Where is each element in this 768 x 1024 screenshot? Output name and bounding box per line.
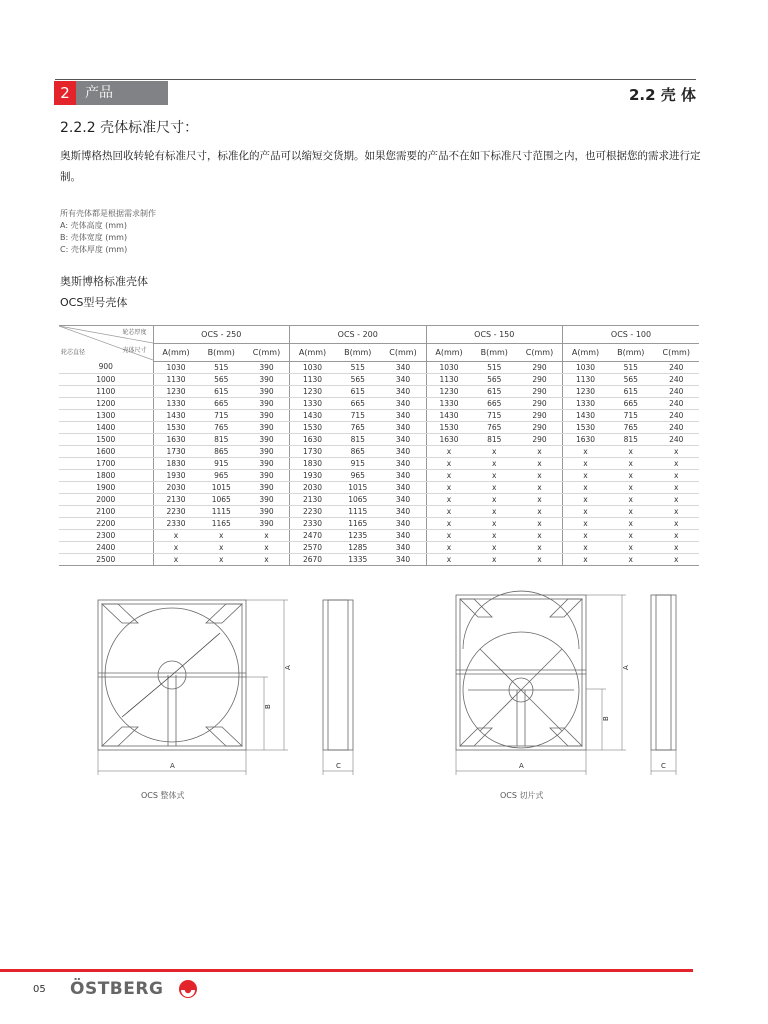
column-header: A(mm) [426, 344, 472, 362]
table-cell: x [517, 482, 563, 494]
table-cell: 1230 [153, 386, 199, 398]
table-cell: 1115 [199, 506, 245, 518]
table-cell: x [563, 554, 609, 566]
drawing-ocs-segmented-side [651, 595, 676, 775]
wheel-diameter-cell: 2100 [59, 506, 153, 518]
column-header: B(mm) [199, 344, 245, 362]
casing-size-table [59, 325, 699, 566]
table-cell: x [244, 542, 290, 554]
table-cell: x [426, 530, 472, 542]
table-cell: 340 [381, 494, 427, 506]
table-cell: 290 [517, 362, 563, 374]
table-cell: x [517, 554, 563, 566]
table-cell: x [608, 470, 654, 482]
table-cell: 1330 [153, 398, 199, 410]
brand-wordmark: ÖSTBERG [70, 979, 164, 999]
table-cell: x [426, 542, 472, 554]
table-cell: x [654, 530, 700, 542]
table-cell: 2030 [290, 482, 336, 494]
table-row [59, 554, 699, 566]
table-cell: 240 [654, 422, 700, 434]
dim-label-a-height: A [284, 665, 292, 670]
table-cell: x [608, 506, 654, 518]
table-cell: 2570 [290, 542, 336, 554]
table-body [59, 362, 699, 566]
table-cell: 340 [381, 518, 427, 530]
table-cell: x [472, 494, 518, 506]
table-cell: 1230 [290, 386, 336, 398]
table-cell: 1530 [563, 422, 609, 434]
table-cell: 390 [244, 458, 290, 470]
dim-label-b-2: B [602, 716, 610, 721]
table-cell: 290 [517, 422, 563, 434]
table-corner-cell [59, 326, 153, 362]
column-header: B(mm) [335, 344, 381, 362]
table-cell: x [608, 494, 654, 506]
note-line: 所有壳体都是根据需求制作 [60, 209, 156, 218]
table-cell: 665 [608, 398, 654, 410]
table-cell: x [472, 542, 518, 554]
table-row [59, 482, 699, 494]
table-cell: 390 [244, 386, 290, 398]
table-cell: x [517, 542, 563, 554]
table-cell: 615 [472, 386, 518, 398]
table-row [59, 410, 699, 422]
table-cell: x [472, 482, 518, 494]
table-cell: x [563, 482, 609, 494]
group-header: OCS - 200 [290, 326, 427, 344]
table-cell: x [426, 458, 472, 470]
table-cell: x [426, 482, 472, 494]
table-cell: 340 [381, 470, 427, 482]
table-cell: 2330 [290, 518, 336, 530]
table-cell: x [472, 554, 518, 566]
table-cell: x [517, 506, 563, 518]
table-cell: 340 [381, 434, 427, 446]
ostberg-logo-icon [178, 979, 198, 999]
dim-label-a-2: A [519, 762, 524, 770]
table-cell: x [426, 506, 472, 518]
wheel-diameter-cell: 2000 [59, 494, 153, 506]
column-header: B(mm) [472, 344, 518, 362]
table-cell: x [608, 542, 654, 554]
table-cell: 1235 [335, 530, 381, 542]
table-cell: 1930 [290, 470, 336, 482]
table-cell: 765 [335, 422, 381, 434]
table-cell: x [426, 446, 472, 458]
table-cell: x [426, 494, 472, 506]
table-cell: 915 [335, 458, 381, 470]
table-cell: x [654, 542, 700, 554]
table-cell: x [563, 470, 609, 482]
table-cell: x [426, 518, 472, 530]
table-row [59, 434, 699, 446]
table-cell: x [563, 446, 609, 458]
wheel-diameter-cell: 1600 [59, 446, 153, 458]
header-rule [55, 79, 696, 80]
table-row [59, 530, 699, 542]
table-cell: 1430 [563, 410, 609, 422]
footer-rule [0, 969, 693, 972]
table-cell: 390 [244, 494, 290, 506]
dim-label-b: B [264, 704, 272, 709]
table-cell: 665 [472, 398, 518, 410]
table-cell: x [472, 506, 518, 518]
wheel-diameter-cell: 2400 [59, 542, 153, 554]
table-cell: 2130 [153, 494, 199, 506]
column-header: C(mm) [381, 344, 427, 362]
table-cell: 1030 [153, 362, 199, 374]
wheel-diameter-cell: 1300 [59, 410, 153, 422]
table-cell: 340 [381, 554, 427, 566]
table-cell: 340 [381, 362, 427, 374]
table-cell: 240 [654, 362, 700, 374]
table-cell: 1430 [290, 410, 336, 422]
table-cell: 2230 [153, 506, 199, 518]
table-cell: x [517, 518, 563, 530]
table-cell: x [563, 458, 609, 470]
table-cell: 515 [472, 362, 518, 374]
note-line: A: 壳体高度 (mm) [60, 221, 127, 230]
corner-label-thickness: 轮芯厚度 [122, 329, 147, 336]
table-cell: 715 [199, 410, 245, 422]
table-cell: x [654, 482, 700, 494]
table-cell: 1130 [153, 374, 199, 386]
table-row [59, 458, 699, 470]
table-cell: x [654, 494, 700, 506]
table-cell: 1065 [335, 494, 381, 506]
table-row [59, 542, 699, 554]
section-title: 产品 [85, 85, 113, 101]
table-cell: 1930 [153, 470, 199, 482]
table-cell: 1030 [290, 362, 336, 374]
table-cell: 1730 [290, 446, 336, 458]
dim-label-c: C [336, 762, 341, 770]
table-cell: x [517, 458, 563, 470]
table-cell: 1115 [335, 506, 381, 518]
table-cell: 1130 [426, 374, 472, 386]
column-header: B(mm) [608, 344, 654, 362]
note-line: B: 壳体宽度 (mm) [60, 233, 128, 242]
table-cell: x [563, 542, 609, 554]
table-cell: 290 [517, 398, 563, 410]
table-cell: 865 [199, 446, 245, 458]
table-cell: 240 [654, 410, 700, 422]
table-cell: x [563, 530, 609, 542]
table-cell: 1015 [199, 482, 245, 494]
table-cell: 1530 [290, 422, 336, 434]
table-row [59, 494, 699, 506]
table-cell: 290 [517, 374, 563, 386]
table-cell: 1335 [335, 554, 381, 566]
table-cell: 390 [244, 422, 290, 434]
table-cell: 1430 [426, 410, 472, 422]
drawing-caption-monolithic: OCS 整体式 [141, 791, 185, 800]
drawing-ocs-side [323, 600, 353, 775]
table-cell: x [153, 554, 199, 566]
table-cell: 390 [244, 398, 290, 410]
table-cell: 815 [335, 434, 381, 446]
table-cell: 1165 [199, 518, 245, 530]
wheel-diameter-cell: 1700 [59, 458, 153, 470]
table-cell: 340 [381, 386, 427, 398]
table-cell: x [517, 494, 563, 506]
page-number: 05 [33, 984, 46, 995]
table-cell: 615 [608, 386, 654, 398]
table-cell: 340 [381, 458, 427, 470]
wheel-diameter-cell: 900 [59, 362, 153, 374]
wheel-diameter-cell: 2500 [59, 554, 153, 566]
drawing-ocs-front [98, 600, 288, 775]
wheel-diameter-cell: 1900 [59, 482, 153, 494]
table-cell: 390 [244, 362, 290, 374]
table-cell: 2230 [290, 506, 336, 518]
dim-label-a-height-2: A [622, 665, 630, 670]
subsection-title: 2.2.2 壳体标准尺寸： [60, 120, 199, 136]
corner-label-diameter: 轮芯直径 [61, 349, 86, 356]
table-cell: 765 [608, 422, 654, 434]
table-cell: 390 [244, 374, 290, 386]
group-header: OCS - 150 [426, 326, 563, 344]
table-cell: x [654, 518, 700, 530]
wheel-diameter-cell: 1100 [59, 386, 153, 398]
table-cell: x [472, 530, 518, 542]
table-cell: 1330 [290, 398, 336, 410]
table-cell: 340 [381, 446, 427, 458]
table-cell: x [654, 446, 700, 458]
table-cell: 615 [199, 386, 245, 398]
table-cell: x [472, 470, 518, 482]
table-cell: 340 [381, 398, 427, 410]
table-cell: x [472, 518, 518, 530]
table-cell: x [517, 446, 563, 458]
table-cell: 915 [199, 458, 245, 470]
table-cell: 1030 [563, 362, 609, 374]
table-row [59, 506, 699, 518]
table-cell: 390 [244, 410, 290, 422]
table-cell: 865 [335, 446, 381, 458]
table-cell: 1630 [290, 434, 336, 446]
table-cell: 715 [335, 410, 381, 422]
table-cell: x [608, 458, 654, 470]
table-cell: 665 [199, 398, 245, 410]
table-cell: 390 [244, 434, 290, 446]
table-cell: 965 [199, 470, 245, 482]
table-cell: 390 [244, 518, 290, 530]
table-cell: 340 [381, 374, 427, 386]
drawing-caption-segmented: OCS 切片式 [500, 791, 544, 800]
ocs-casing-title: OCS型号壳体 [60, 296, 128, 309]
table-cell: 1530 [426, 422, 472, 434]
table-cell: 1730 [153, 446, 199, 458]
note-line: C: 壳体厚度 (mm) [60, 245, 128, 254]
wheel-diameter-cell: 2300 [59, 530, 153, 542]
table-cell: 240 [654, 386, 700, 398]
table-cell: 240 [654, 374, 700, 386]
column-header: A(mm) [290, 344, 336, 362]
table-cell: 815 [199, 434, 245, 446]
column-header: C(mm) [517, 344, 563, 362]
intro-paragraph: 奥斯博格热回收转轮有标准尺寸，标准化的产品可以缩短交货期。如果您需要的产品不在如下标准尺寸范围之内，也可根据您的需求进行定制。 [60, 150, 701, 183]
table-cell: x [654, 470, 700, 482]
drawing-ocs-segmented-front [456, 591, 626, 775]
table-cell: x [199, 530, 245, 542]
column-header: A(mm) [563, 344, 609, 362]
table-cell: 615 [335, 386, 381, 398]
table-cell: x [517, 470, 563, 482]
table-cell: 965 [335, 470, 381, 482]
table-row [59, 362, 699, 374]
table-cell: 1830 [290, 458, 336, 470]
corner-label-size: 壳体尺寸 [122, 347, 147, 354]
table-cell: 1065 [199, 494, 245, 506]
table-cell: 240 [654, 434, 700, 446]
table-cell: x [244, 554, 290, 566]
table-cell: 1230 [426, 386, 472, 398]
table-row [59, 374, 699, 386]
table-cell: 665 [335, 398, 381, 410]
table-cell: 1285 [335, 542, 381, 554]
table-cell: 390 [244, 506, 290, 518]
table-cell: 1130 [563, 374, 609, 386]
table-cell: 2130 [290, 494, 336, 506]
table-cell: 765 [199, 422, 245, 434]
casing-drawings [60, 585, 700, 785]
dimension-notes [60, 208, 156, 256]
table-cell: 340 [381, 530, 427, 542]
table-cell: 290 [517, 410, 563, 422]
table-row [59, 470, 699, 482]
chapter-title: 2.2 壳 体 [628, 86, 696, 104]
table-cell: 390 [244, 470, 290, 482]
wheel-diameter-cell: 1800 [59, 470, 153, 482]
table-cell: 1130 [290, 374, 336, 386]
wheel-diameter-cell: 1200 [59, 398, 153, 410]
table-cell: 1030 [426, 362, 472, 374]
table-cell: 565 [335, 374, 381, 386]
table-cell: 1330 [426, 398, 472, 410]
column-header: C(mm) [654, 344, 700, 362]
table-cell: 565 [608, 374, 654, 386]
table-cell: x [517, 530, 563, 542]
column-header: A(mm) [153, 344, 199, 362]
table-cell: 1530 [153, 422, 199, 434]
wheel-diameter-cell: 2200 [59, 518, 153, 530]
wheel-diameter-cell: 1400 [59, 422, 153, 434]
table-cell: x [563, 506, 609, 518]
wheel-diameter-cell: 1000 [59, 374, 153, 386]
table-cell: 515 [199, 362, 245, 374]
table-cell: 340 [381, 482, 427, 494]
table-cell: 390 [244, 482, 290, 494]
table-cell: x [244, 530, 290, 542]
dim-label-c-2: C [661, 762, 666, 770]
table-cell: 340 [381, 542, 427, 554]
table-cell: 515 [608, 362, 654, 374]
table-cell: 1230 [563, 386, 609, 398]
table-row [59, 518, 699, 530]
table-cell: x [654, 506, 700, 518]
table-cell: x [654, 554, 700, 566]
table-cell: 340 [381, 506, 427, 518]
table-cell: 565 [199, 374, 245, 386]
table-cell: 290 [517, 434, 563, 446]
table-cell: 2470 [290, 530, 336, 542]
group-header: OCS - 100 [563, 326, 700, 344]
table-cell: x [426, 470, 472, 482]
table-cell: 1630 [153, 434, 199, 446]
table-cell: 715 [472, 410, 518, 422]
column-header: C(mm) [244, 344, 290, 362]
table-cell: x [608, 530, 654, 542]
table-cell: x [608, 518, 654, 530]
table-cell: 1165 [335, 518, 381, 530]
dim-label-a: A [170, 762, 175, 770]
table-cell: 1430 [153, 410, 199, 422]
standard-casing-title: 奥斯博格标准壳体 [60, 275, 148, 288]
table-cell: 765 [472, 422, 518, 434]
table-cell: 1330 [563, 398, 609, 410]
table-cell: 1015 [335, 482, 381, 494]
table-cell: x [472, 458, 518, 470]
group-header: OCS - 250 [153, 326, 290, 344]
table-cell: 390 [244, 446, 290, 458]
table-cell: x [199, 554, 245, 566]
table-cell: x [654, 458, 700, 470]
table-cell: 715 [608, 410, 654, 422]
table-row [59, 386, 699, 398]
table-cell: x [608, 554, 654, 566]
table-cell: 240 [654, 398, 700, 410]
table-cell: 815 [608, 434, 654, 446]
section-number: 2 [54, 81, 76, 105]
table-cell: x [472, 446, 518, 458]
table-cell: 290 [517, 386, 563, 398]
table-cell: x [153, 530, 199, 542]
table-cell: 2670 [290, 554, 336, 566]
table-cell: 565 [472, 374, 518, 386]
table-cell: 2030 [153, 482, 199, 494]
wheel-diameter-cell: 1500 [59, 434, 153, 446]
table-cell: x [426, 554, 472, 566]
sub-header-row [59, 344, 699, 362]
table-cell: 1630 [426, 434, 472, 446]
table-cell: x [199, 542, 245, 554]
table-cell: 815 [472, 434, 518, 446]
table-cell: x [563, 494, 609, 506]
table-cell: x [608, 482, 654, 494]
table-cell: 2330 [153, 518, 199, 530]
table-cell: x [563, 518, 609, 530]
table-cell: x [153, 542, 199, 554]
table-cell: 1630 [563, 434, 609, 446]
table-row [59, 398, 699, 410]
table-row [59, 446, 699, 458]
table-cell: 340 [381, 422, 427, 434]
table-cell: 515 [335, 362, 381, 374]
table-cell: 1830 [153, 458, 199, 470]
table-row [59, 422, 699, 434]
table-cell: 340 [381, 410, 427, 422]
table-cell: x [608, 446, 654, 458]
